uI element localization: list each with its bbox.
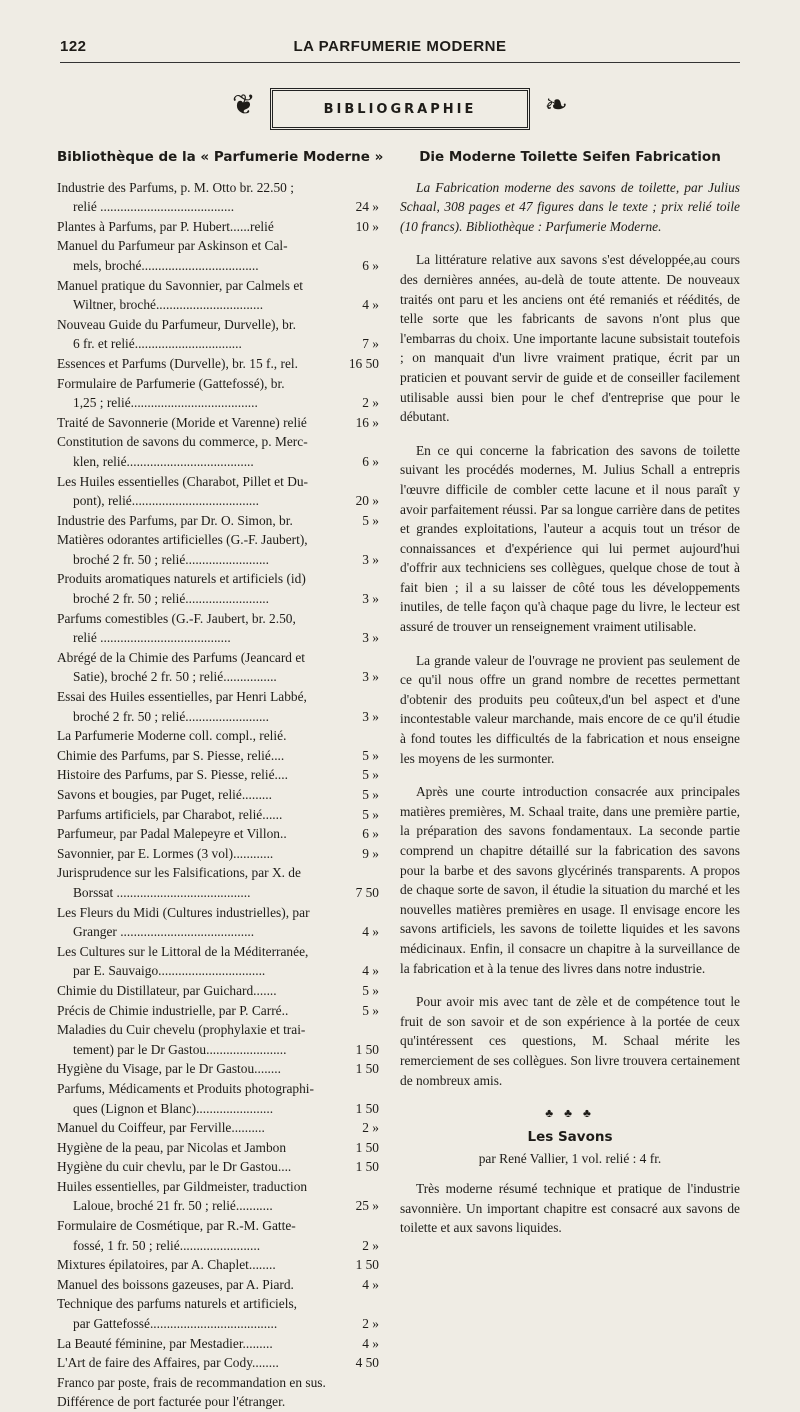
book-entry-line — [57, 530, 379, 550]
book-entry-line — [57, 550, 379, 570]
book-entry-line — [57, 1177, 379, 1197]
section-divider-icon: ♣ ♣ ♣ — [545, 1106, 595, 1121]
book-entry-price: 1 50 — [355, 1061, 379, 1077]
review-subtitle: Les Savons — [527, 1128, 613, 1145]
book-entry-text: Satie), broché 2 fr. 50 ; relié................ — [73, 669, 277, 685]
book-entry-line — [57, 569, 379, 589]
book-entry-line — [57, 961, 379, 981]
book-entry-line — [57, 687, 379, 707]
book-entry-line — [57, 667, 379, 687]
shipping-note-line: Différence de port facturée pour l'étranger. — [57, 1394, 286, 1410]
book-entry-line — [57, 256, 379, 276]
banner-title: BIBLIOGRAPHIE — [270, 88, 530, 130]
book-entry-line — [57, 863, 379, 883]
book-entry-line — [57, 236, 379, 256]
book-entry-text: Abrégé de la Chimie des Parfums (Jeancard et — [57, 649, 306, 665]
book-entry-line — [57, 1294, 379, 1314]
book-entry-price: 1 50 — [355, 1159, 379, 1175]
book-entry-price: 1 50 — [355, 1041, 379, 1057]
book-entry-text: Les Fleurs du Midi (Cultures industrielles), par — [57, 904, 310, 920]
book-entry-text: Hygiène du cuir chevlu, par le Dr Gastou.... — [57, 1159, 292, 1175]
book-entry-text: Maladies du Cuir chevelu (prophylaxie et trai- — [57, 1022, 306, 1038]
book-entry-line — [57, 1334, 379, 1354]
book-entry-line — [57, 922, 379, 942]
book-entry-line — [57, 1118, 379, 1138]
book-entry-line — [57, 746, 379, 766]
book-entry-text: Parfums artificiels, par Charabot, relié...... — [57, 806, 283, 822]
book-entry-line — [57, 765, 379, 785]
book-entry-line — [57, 824, 379, 844]
book-entry-text: L'Art de faire des Affaires, par Cody........ — [57, 1355, 279, 1371]
book-entry-line — [57, 452, 379, 472]
book-entry-price: 2 » — [362, 1237, 379, 1253]
book-entry-text: Mixtures épilatoires, par A. Chaplet........ — [57, 1257, 276, 1273]
book-entry-price: 1 50 — [355, 1139, 379, 1155]
book-entry-price: 4 » — [362, 1276, 379, 1292]
book-entry-text: Essences et Parfums (Durvelle), br. 15 f., rel. — [57, 355, 298, 371]
book-entry-price: 3 » — [362, 551, 379, 567]
book-entry-text: Technique des parfums naturels et artificiels, — [57, 1296, 298, 1312]
book-entry-price: 5 » — [362, 806, 379, 822]
book-entry-line — [57, 197, 379, 217]
book-entry-text: broché 2 fr. 50 ; relié......................... — [73, 708, 269, 724]
header-rule — [60, 62, 740, 63]
book-entry-price: 16 50 — [348, 355, 379, 371]
book-entry-line — [57, 491, 379, 511]
book-entry-price: 2 » — [362, 395, 379, 411]
book-entry-text: Parfums, Médicaments et Produits photographi- — [57, 1080, 314, 1096]
book-entry-text: Huiles essentielles, par Gildmeister, traduction — [57, 1178, 308, 1194]
book-entry-text: pont), relié...................................... — [73, 493, 259, 509]
book-entry-price: 4 » — [362, 1335, 379, 1351]
book-entry-line — [57, 1216, 379, 1236]
book-entry-text: mels, broché................................... — [73, 257, 259, 273]
book-entry-text: Formulaire de Parfumerie (Gattefossé), br. — [57, 375, 285, 391]
book-entry-price: 7 50 — [355, 884, 379, 900]
book-entry-line — [57, 609, 379, 629]
shipping-note — [57, 1373, 379, 1412]
book-entry-line — [57, 942, 379, 962]
book-entry-price: 25 » — [355, 1198, 379, 1214]
book-entry-line — [57, 981, 379, 1001]
review-paragraph: Très moderne résumé technique et pratique de l'industrie savonnière. Un important chapitre est consacré aux savons de toilette et aux savons liquides. — [400, 1180, 740, 1236]
book-entry-text: broché 2 fr. 50 ; relié......................... — [73, 591, 269, 607]
book-entry-line — [57, 903, 379, 923]
book-entry-text: relié ........................................ — [73, 199, 235, 215]
book-entry-text: Granger ........................................ — [73, 924, 255, 940]
book-entry-price: 6 » — [362, 453, 379, 469]
book-entry-text: broché 2 fr. 50 ; relié......................... — [73, 551, 269, 567]
page-number: 122 — [60, 38, 87, 55]
book-entry-line — [57, 1040, 379, 1060]
book-entry-price: 5 » — [362, 787, 379, 802]
book-entry-price: 1 50 — [355, 1100, 379, 1116]
book-entry-text: Nouveau Guide du Parfumeur, Durvelle), br. — [57, 316, 296, 332]
book-entry-price: 9 » — [362, 845, 379, 861]
section-banner — [230, 86, 570, 134]
running-title: LA PARFUMERIE MODERNE — [293, 38, 507, 55]
right-section-title: Die Moderne Toilette Seifen Fabrication — [419, 149, 721, 165]
review-intro: La Fabrication moderne des savons de toilette, par Julius Schaal, 308 pages et 47 figures dans le texte ; prix relié toile (10 francs). Bibliothèque : Parfumerie Moderne. — [400, 179, 740, 234]
book-entry-text: Wiltner, broché................................ — [73, 297, 264, 313]
book-entry-text: 6 fr. et relié................................ — [73, 336, 242, 352]
book-entry-price: 4 50 — [355, 1355, 379, 1371]
book-entry-price: 7 » — [362, 336, 379, 352]
book-entry-text: Chimie du Distillateur, par Guichard....... — [57, 982, 277, 998]
book-entry-line — [57, 1157, 379, 1177]
book-entry-text: Hygiène du Visage, par le Dr Gastou........ — [57, 1061, 281, 1077]
book-entry-text: Industrie des Parfums, par Dr. O. Simon, br. — [57, 512, 293, 528]
book-entry-text: Savonnier, par E. Lormes (3 vol)............ — [57, 845, 274, 861]
review-byline: par René Vallier, 1 vol. relié : 4 fr. — [478, 1151, 662, 1167]
right-column — [400, 148, 740, 1252]
book-entry-text: Produits aromatiques naturels et artificiels (id) — [57, 571, 306, 587]
book-entry-text: La Beauté féminine, par Mestadier......... — [57, 1335, 273, 1351]
book-entry-line — [57, 1353, 379, 1373]
book-entry-price: 6 » — [362, 826, 379, 842]
book-entry-text: Hygiène de la peau, par Nicolas et Jambon — [57, 1139, 287, 1155]
book-entry-text: Manuel du Parfumeur par Askinson et Cal- — [57, 238, 288, 254]
review-paragraph: Après une courte introduction consacrée aux principales matières premières, M. Schaal traite, dans une première partie, la préparation des savons fondamentaux. La seconde partie comprend un chapitre détaillé sur la fabrication des savons pour la barbe et des savons glycérinés transparents. A propos de chaque sorte de savon, il étudie la situation du marché et les nouvelles matières premières en usage. Il envisage encore les savons artificiels, les savons de toilette liquides et les savons médicinaux. Enfin, il consacre un chapitre à la surveillance de la fabrication et à la tenue des livres dans notre industrie. — [400, 784, 740, 976]
book-entry-price: 3 » — [362, 669, 379, 685]
ornament-left-icon: ❦ — [232, 90, 256, 121]
book-entry-line — [57, 393, 379, 413]
book-entry-price: 3 » — [362, 708, 379, 724]
book-entry-line — [57, 1236, 379, 1256]
book-entry-text: ques (Lignon et Blanc)....................... — [73, 1100, 274, 1116]
review-paragraph: La littérature relative aux savons s'est développée,au cours des dernières années, au-delà de toute attente. De nouveaux traités ont paru et les anciens ont été remaniés et réédités, de telle sorte que les fabricants de savons n'ont plus que l'embarras du choix. Une importante lacune subsistait toutefois ; on manquait d'un livre vraiment pratique, écrit par un praticien et pouvant servir de guide et de conseiller facilement utilisable aussi bien pour le chef d'entreprise que pour le débutant. — [400, 252, 740, 425]
book-entry-price: 10 » — [355, 218, 379, 234]
book-entry-text: fossé, 1 fr. 50 ; relié........................ — [73, 1237, 261, 1253]
book-entry-text: Savons et bougies, par Puget, relié......... — [57, 787, 272, 802]
left-column — [57, 148, 384, 1412]
book-entry-text: tement) par le Dr Gastou........................ — [73, 1041, 287, 1057]
book-entry-text: Essai des Huiles essentielles, par Henri Labbé, — [57, 689, 307, 705]
book-entry-price: 5 » — [362, 512, 379, 528]
book-entry-line — [57, 374, 379, 394]
book-entry-line — [57, 511, 379, 531]
book-entry-text: Matières odorantes artificielles (G.-F. Jaubert), — [57, 532, 308, 548]
book-entry-text: par Gattefossé...................................... — [73, 1316, 278, 1332]
book-entry-line — [57, 1255, 379, 1275]
book-entry-price: 20 » — [355, 493, 379, 509]
book-entry-text: Manuel des boissons gazeuses, par A. Piard. — [57, 1276, 294, 1292]
book-entry-line — [57, 648, 379, 668]
book-entry-line — [57, 178, 379, 198]
book-entry-line — [57, 628, 379, 648]
book-entry-text: La Parfumerie Moderne coll. compl., relié. — [57, 728, 287, 744]
book-entry-line — [57, 1314, 379, 1334]
book-entry-price: 6 » — [362, 257, 379, 273]
book-entry-text: relié ....................................... — [73, 630, 231, 646]
book-entry-price: 5 » — [362, 767, 379, 783]
book-entry-text: Plantes à Parfums, par P. Hubert......relié — [57, 218, 274, 234]
book-entry-line — [57, 432, 379, 452]
book-entry-price: 16 » — [355, 414, 379, 430]
book-entry-price: 3 » — [362, 630, 379, 646]
book-entry-price: 24 » — [355, 199, 379, 215]
book-entry-text: 1,25 ; relié...................................... — [73, 395, 258, 411]
book-entry-line — [57, 315, 379, 335]
review-paragraph: Pour avoir mis avec tant de zèle et de compétence tout le fruit de son savoir et de son expérience à la portée de ceux qu'intéressent ces questions, M. Schaal mérite les remerciement de ses collègues. Son livre trouvera certainement de nombreux amis. — [400, 994, 740, 1088]
book-entry-line — [57, 589, 379, 609]
book-entry-line — [57, 1079, 379, 1099]
book-entry-text: par E. Sauvaigo................................ — [73, 963, 266, 979]
page-header — [60, 38, 740, 58]
left-section-title: Bibliothèque de la « Parfumerie Moderne » — [57, 149, 384, 165]
book-entry-line — [57, 1020, 379, 1040]
book-entry-price: 3 » — [362, 591, 379, 607]
book-entry-price: 2 » — [362, 1316, 379, 1332]
book-entry-text: Laloue, broché 21 fr. 50 ; relié........... — [73, 1198, 273, 1214]
book-entry-price: 1 50 — [355, 1257, 379, 1273]
book-entry-line — [57, 276, 379, 296]
book-entry-line — [57, 883, 379, 903]
book-entry-line — [57, 1275, 379, 1295]
book-entry-line — [57, 726, 379, 746]
book-entry-price: 4 » — [362, 963, 379, 979]
book-entry-line — [57, 805, 379, 825]
book-entry-text: Jurisprudence sur les Falsifications, par X. de — [57, 865, 301, 881]
book-entry-text: Parfumeur, par Padal Malepeyre et Villon.. — [57, 826, 287, 842]
shipping-note-line: Franco par poste, frais de recommandation en sus. — [57, 1374, 326, 1390]
book-entry-text: Les Cultures sur le Littoral de la Méditerranée, — [57, 943, 309, 959]
book-entry-price: 5 » — [362, 982, 379, 998]
book-entry-line — [57, 1099, 379, 1119]
book-entry-line — [57, 1196, 379, 1216]
book-entry-price: 5 » — [362, 747, 379, 763]
book-entry-line — [57, 707, 379, 727]
book-entry-price: 4 » — [362, 297, 379, 313]
review-paragraph: En ce qui concerne la fabrication des savons de toilette suivant les procédés modernes, M. Julius Schall a entrepris l'œuvre difficile de combler cette lacune et il nous paraît y avoir parfaitement réussi. Par sa longue carrière dans de petites et grandes exploitations, l'auteur a acquis tout un trésor de connaissances et d'expérience qui lui permet aujourd'hui d'offrir aux techniciens ses collègues, quelque chose de tout à fait bien ; il a su laisser de côté tous les développements inutiles, de telle façon qu'à chaque page du livre, le lecteur est assuré de trouver un renseignement vraiment utilisable. — [400, 442, 740, 635]
book-entry-price: 4 » — [362, 924, 379, 940]
book-entry-line — [57, 295, 379, 315]
book-entry-line — [57, 1001, 379, 1021]
book-entry-text: Précis de Chimie industrielle, par P. Carré.. — [57, 1002, 289, 1018]
book-entry-price: 2 » — [362, 1120, 379, 1136]
book-list — [57, 178, 379, 1373]
book-entry-text: Manuel du Coiffeur, par Ferville.......... — [57, 1120, 265, 1136]
book-entry-line — [57, 785, 379, 805]
book-entry-line — [57, 217, 379, 237]
book-entry-text: Constitution de savons du commerce, p. Merc- — [57, 434, 308, 450]
book-entry-text: Chimie des Parfums, par S. Piesse, relié.... — [57, 747, 285, 763]
book-entry-line — [57, 334, 379, 354]
book-entry-line — [57, 1138, 379, 1158]
book-entry-line — [57, 844, 379, 864]
book-entry-line — [57, 354, 379, 374]
review-paragraph: La grande valeur de l'ouvrage ne provient pas seulement de ce qu'il nous offre un grand nombre de recettes permettant d'obtenir des produits peu coûteux,d'un bel aspect et d'une incontestable valeur marchande, mais encore de ce qu'il étudie à fond toutes les difficultés de la fabrication et nous enseigne les moyens de les surmonter. — [400, 652, 740, 766]
book-entry-text: Formulaire de Cosmétique, par R.-M. Gatte- — [57, 1218, 296, 1234]
book-entry-line — [57, 413, 379, 433]
ornament-right-icon: ❧ — [544, 90, 568, 121]
book-entry-line — [57, 472, 379, 492]
book-entry-text: Traité de Savonnerie (Moride et Varenne) relié — [57, 414, 307, 430]
book-entry-line — [57, 1059, 379, 1079]
book-entry-price: 5 » — [362, 1002, 379, 1018]
book-entry-text: Les Huiles essentielles (Charabot, Pillet et Du- — [57, 473, 309, 489]
book-entry-text: Manuel pratique du Savonnier, par Calmels et — [57, 277, 304, 293]
book-entry-text: Borssat ........................................ — [73, 884, 251, 900]
book-entry-text: Histoire des Parfums, par S. Piesse, relié.... — [57, 767, 288, 783]
book-entry-text: Industrie des Parfums, p. M. Otto br. 22.50 ; — [57, 179, 294, 195]
book-entry-text: klen, relié...................................... — [73, 453, 254, 469]
book-entry-text: Parfums comestibles (G.-F. Jaubert, br. 2.50, — [57, 610, 296, 626]
